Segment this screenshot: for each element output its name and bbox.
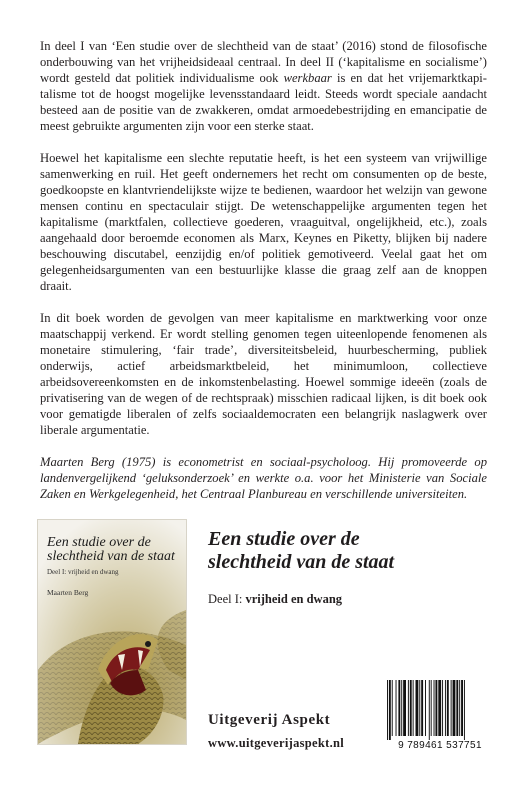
barcode-bar [416, 680, 419, 736]
barcode-bar [438, 680, 441, 736]
barcode-bar [434, 680, 435, 736]
blurb-text: is en dat het vrijemarktkapitalisme tot de hoogst mogelijke levensstandaard leidt. Steeds wordt speciale aandacht besteed aan de positie van de zwakkeren, omdat armoedebestrijding en emancipatie de meest gebruikte argumenten zijn voor een sterke staat. [40, 71, 487, 133]
blurb-paragraph-1 [40, 38, 487, 134]
book-subtitle-bold: vrijheid en dwang [245, 592, 343, 606]
barcode-bar [429, 680, 430, 740]
barcode-bar [408, 680, 409, 736]
barcode-bar [421, 680, 423, 736]
book-title [208, 528, 498, 574]
barcode-bar [410, 680, 412, 736]
barcode-bar [387, 680, 388, 740]
book-subtitle [208, 592, 342, 607]
barcode-digits: 9 789461 537751 [398, 740, 482, 751]
back-cover-blurb [40, 38, 487, 518]
book-title-line-1: Een studie over de [208, 528, 360, 550]
barcode-bars [381, 678, 499, 740]
barcode-bar [389, 680, 391, 740]
author-bio: Maarten Berg (1975) is econometrist en sociaal-psycholoog. Hij promoveerde op landenvergelijkend ‘geluksonderzoek’ en werkte o.a. voor het Ministerie van Sociale Zaken en Werkgelegenheid, het Centraal Planbureau en verschillende universiteiten. [40, 455, 487, 501]
barcode-bar [403, 680, 406, 736]
barcode-bar [398, 680, 400, 736]
barcode-bar [442, 680, 443, 736]
publisher-website: www.uitgeverijaspekt.nl [208, 736, 345, 750]
book-cover-thumbnail [38, 520, 186, 744]
barcode-bar [447, 680, 449, 736]
barcode-bar [451, 680, 452, 736]
barcode-bar [431, 680, 432, 736]
barcode-bar [435, 680, 437, 736]
blurb-paragraph-2: Hoewel het kapitalisme een slechte reputatie heeft, is het een systeem van vrijwillige samenwerking en ruil. Het geeft ondernemers het recht om consumenten op de beste, goedkoopste en klantvriendelijkste wijze te bedienen, waardoor het welzijn van gewone mensen continu en spectaculair stijgt. De wetenschappelijke argumenten tegen het kapitalisme (marktfalen, collectieve goederen, vraaguitval, ongelijkheid, etc.), zoals aangehaald door beroemde economen als Marx, Keynes en Piketty, blijken bij nadere beschouwing discutabel, eenzijdig en/of politiek gemotiveerd. Veelal gaat het om gelegenheidsargumenten van een bestuurlijke klasse die graag zelf aan de knoppen draait. [40, 151, 487, 293]
blurb-text: In deel I van ‘Een studie over de slechtheid van de staat’ (2016) stond de filosofische onderbouwing van het vrijheidsideaal centraal. In deel II (‘kapitalisme en socialisme’) wordt gesteld dat politiek individualisme ook [40, 39, 487, 85]
cover-subtitle: Deel I: vrijheid en dwang [47, 568, 119, 576]
book-subtitle-prefix: Deel I: [208, 592, 246, 606]
cover-author: Maarten Berg [47, 588, 89, 597]
blurb-paragraph-3: In dit boek worden de gevolgen van meer kapitalisme en marktwerking voor onze maatschappij verkend. Er wordt stelling genomen tegen uiteenlopende fenomenen als monetaire stimulering, ‘fair trade’, diversiteitsbeleid, huurbescherming, publiek onderwijs, actief arbeidsmarktbeleid, het minimumloon, collectieve arbeidsovereenkomsten en de inkomstenbelasting. Hoewel sommige ideeën (zoals de privatisering van de wegen of de rechtspraak) misschien radicaal lijken, is dit boek ook voor gematigde liberalen of zelfs sociaaldemocraten een belangrijk naslagwerk over liberale argumentatie. [40, 311, 487, 437]
barcode-bar [419, 680, 420, 736]
barcode-bar [453, 680, 456, 736]
barcode-bar [392, 680, 393, 736]
barcode-bar [396, 680, 397, 736]
book-title-line-2: slechtheid van de staat [208, 551, 395, 573]
blurb-emphasis: werkbaar [283, 71, 332, 85]
barcode-bar [461, 680, 463, 736]
barcode-bar [401, 680, 402, 736]
barcode-bar [456, 680, 458, 736]
barcode-bar [445, 680, 446, 736]
barcode-bar [425, 680, 426, 736]
publisher-name: Uitgeverij Aspekt [208, 712, 331, 728]
isbn-barcode [381, 678, 499, 754]
barcode-bar [464, 680, 465, 740]
cover-title: Een studie over de slechtheid van de staat [47, 535, 175, 564]
barcode-bar [459, 680, 460, 736]
barcode-bar [413, 680, 414, 736]
